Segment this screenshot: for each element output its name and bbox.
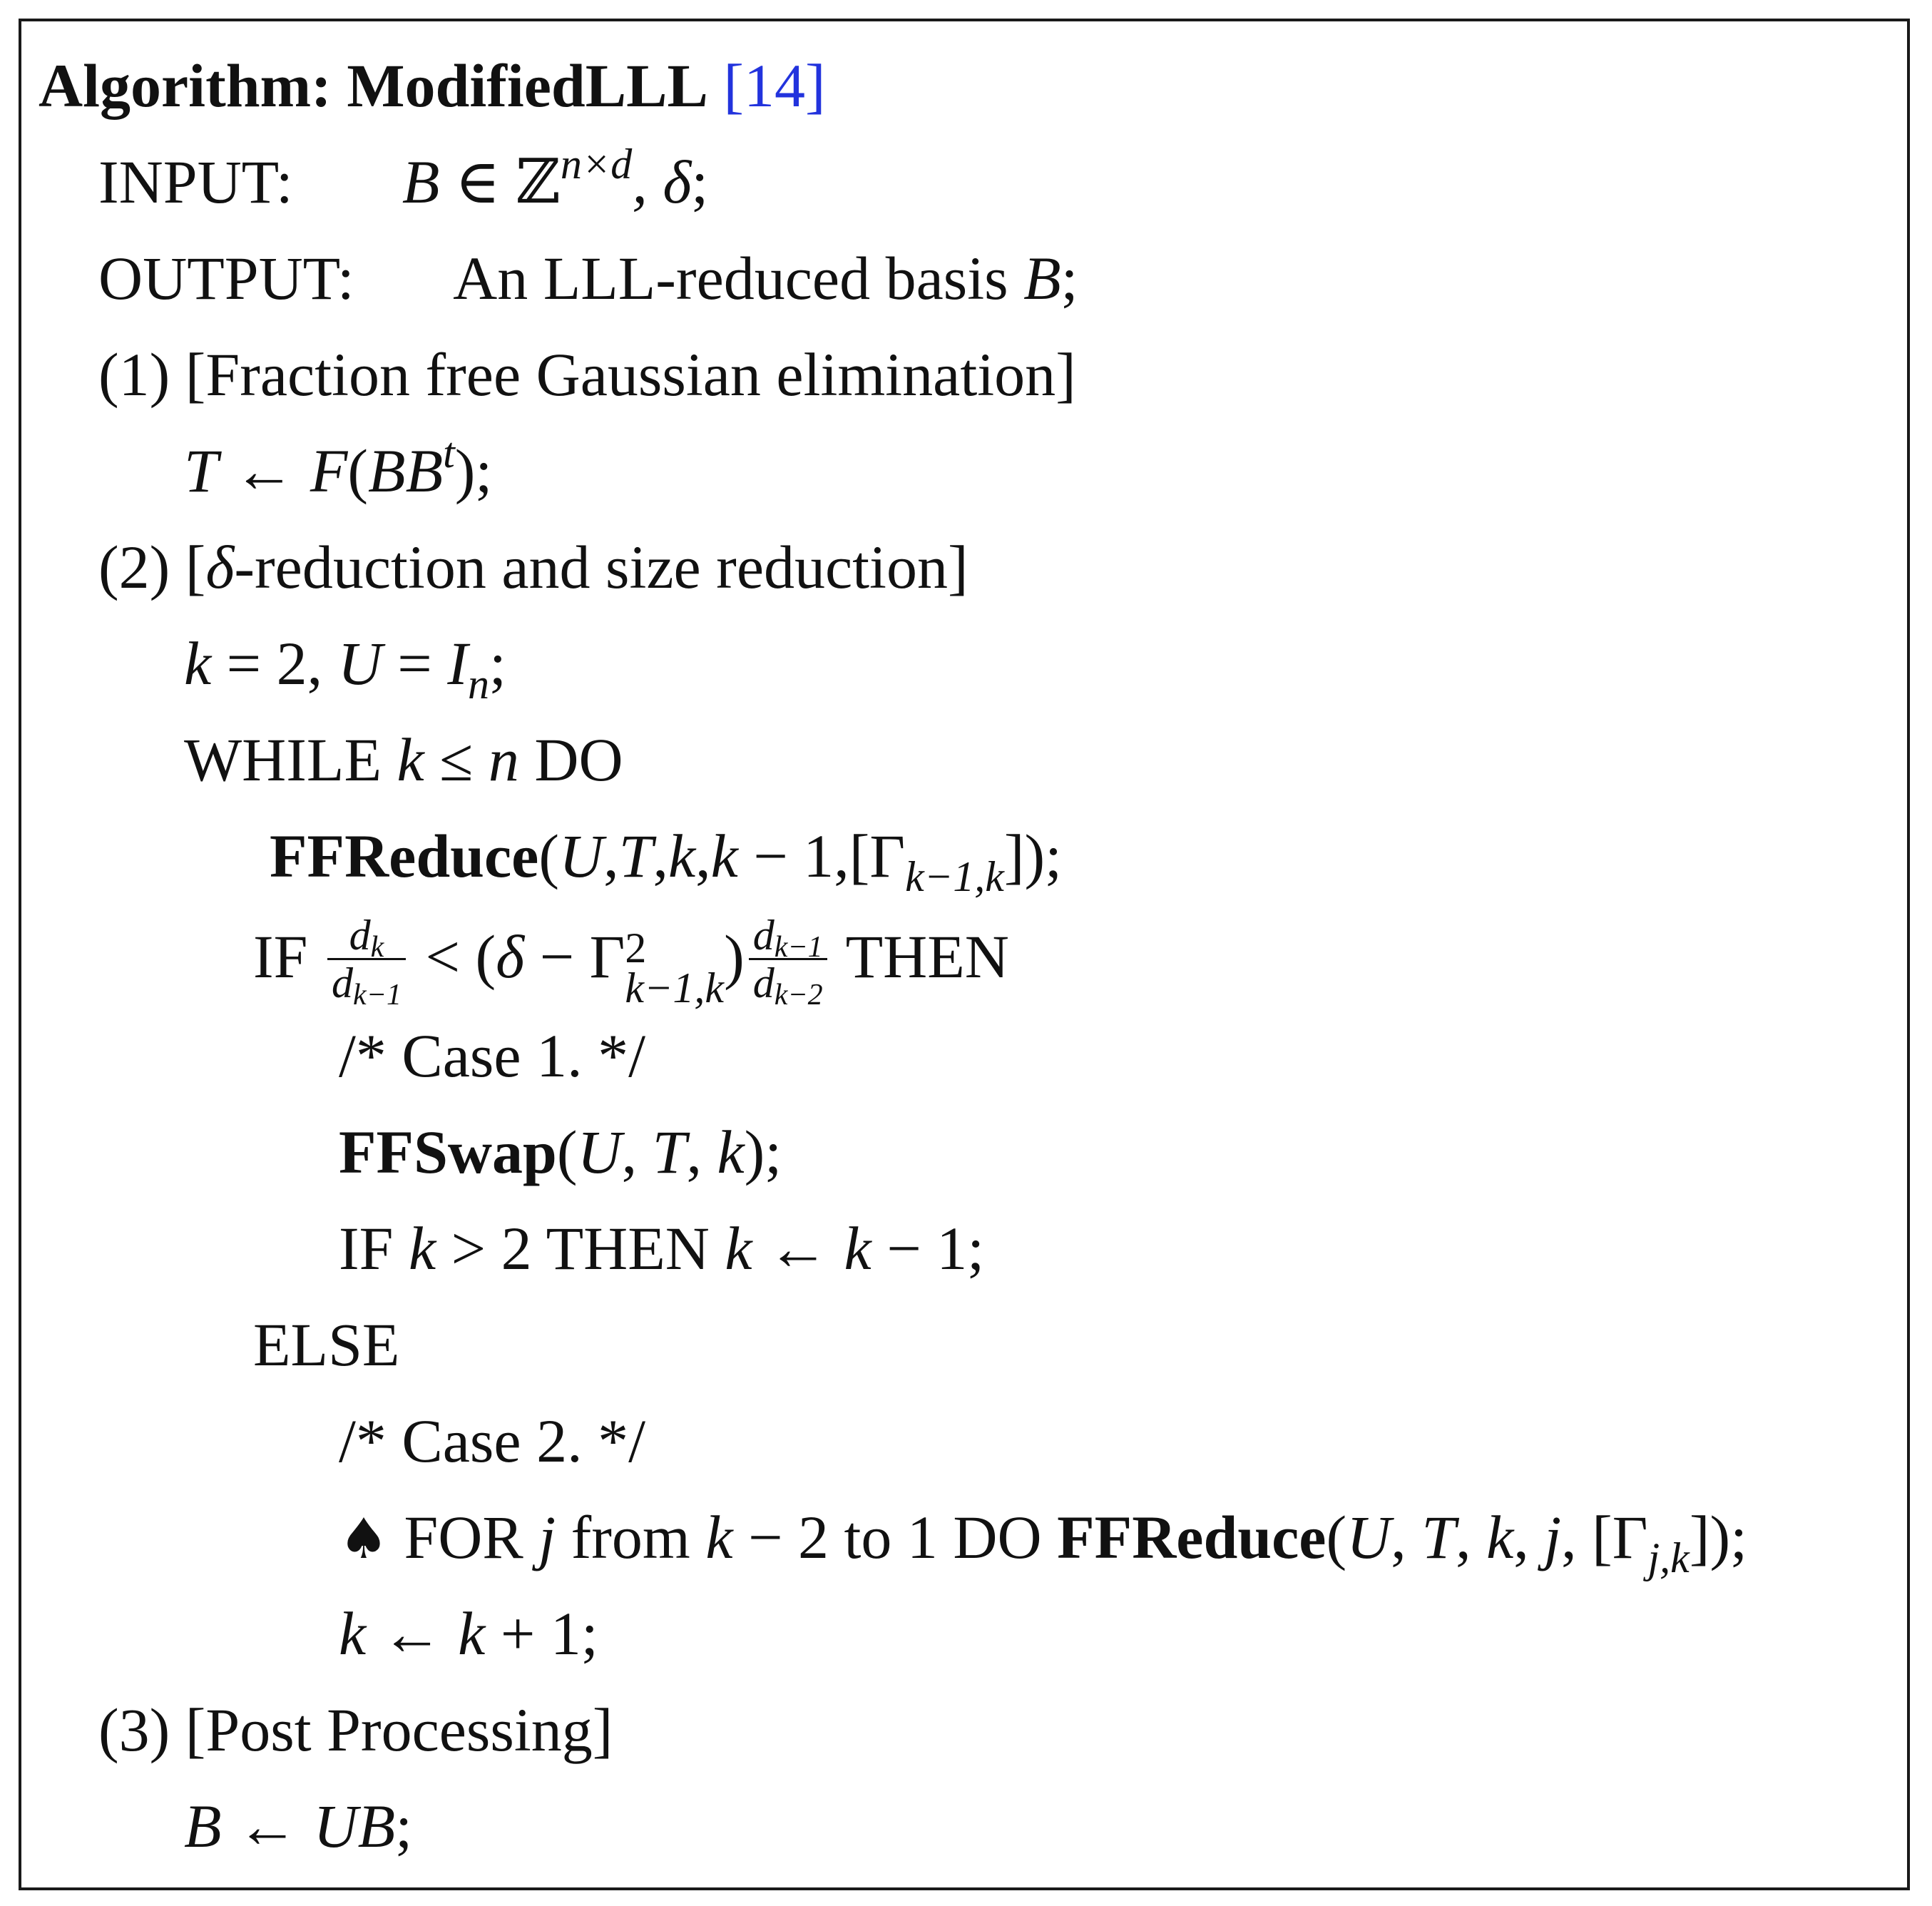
step3-heading: (3) [Post Processing] <box>98 1696 613 1764</box>
init-line: k = 2, $U = I_n$; <box>184 629 506 708</box>
output-value: An LLL-reduced basis B; <box>453 244 1078 312</box>
while-line: WHILE k ≤ n DO <box>184 725 623 794</box>
input-value: B ∈ ℤ$^{n\times d}$, δ; <box>402 141 709 216</box>
ffreduce-name: FFReduce <box>270 822 539 890</box>
input-line <box>98 141 709 218</box>
case2-comment: /* Case 2. */ <box>339 1407 645 1475</box>
increment-line: k ← k + 1; <box>339 1599 598 1668</box>
algorithm-title <box>39 50 826 121</box>
step1-heading: (1) [Fraction free Gaussian elimination] <box>98 340 1076 409</box>
step3-body: B ← UB; <box>184 1792 413 1860</box>
output-label: OUTPUT: <box>98 244 354 312</box>
for-line: ♠ FOR j from k − 2 to 1 DO FFReduce(U, T, k, j, $[\Gamma_{j,k}]$); <box>339 1503 1747 1581</box>
spade-icon: ♠ <box>339 1507 389 1571</box>
title-label: Algorithm: <box>39 51 332 120</box>
else-line: ELSE <box>253 1310 400 1379</box>
ffswap-name: FFSwap <box>339 1118 557 1186</box>
fraction-dk: $\frac{d_k}{d_{k-1}}$ <box>327 912 406 1006</box>
citation-link[interactable]: [14] <box>723 51 826 120</box>
ffswap-line: FFSwap(U, T, k); <box>339 1118 782 1186</box>
if2-line: IF k > 2 THEN k ← k − 1; <box>339 1214 985 1283</box>
title-name: ModifiedLLL <box>347 51 708 120</box>
step1-body: T ← $F(BB^t)$; <box>184 429 493 505</box>
input-label: INPUT: <box>98 148 293 216</box>
ffreduce-line: FFReduce(U,T,k,k − $1,[\Gamma_{k-1,k}]$); <box>270 822 1063 900</box>
if-line: IF $\frac{d_k}{d_{k-1}}$ < (δ − Γ 2 k−1,k ) $\frac{d_{k-1}}{d_{k-2}}$ THEN <box>253 912 1009 1011</box>
for-ffreduce-name: FFReduce <box>1057 1503 1327 1571</box>
step2-heading: (2) [δ-reduction and size reduction] <box>98 533 968 601</box>
case1-comment: /* Case 1. */ <box>339 1021 645 1090</box>
output-line <box>98 243 1078 314</box>
fraction-dk1: $\frac{d_{k-1}}{d_{k-2}}$ <box>749 912 827 1006</box>
